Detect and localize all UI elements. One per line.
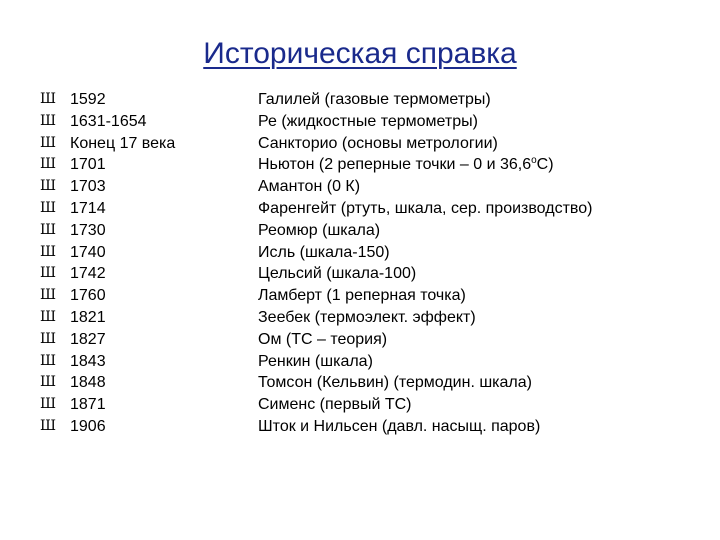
- bullet-icon: Ш: [40, 417, 56, 434]
- list-item-event: Ренкин (шкала): [258, 352, 373, 370]
- bullet-icon: Ш: [40, 374, 56, 391]
- bullet-icon: Ш: [40, 287, 56, 304]
- list-item: [0, 307, 720, 329]
- list-item-event: Шток и Нильсен (давл. насыщ. паров): [258, 417, 541, 435]
- list-item-date: 1827: [70, 330, 106, 348]
- list-item-date: 1871: [70, 396, 106, 414]
- bullet-icon: Ш: [40, 308, 56, 325]
- list-item-event: Ре (жидкостные термометры): [258, 112, 478, 130]
- list-item-event: Цельсий (шкала-100): [258, 265, 417, 283]
- list-item: [0, 416, 720, 438]
- list-item: [0, 242, 720, 264]
- page-title: Историческая справка: [203, 37, 517, 70]
- list-item-date: Конец 17 века: [70, 134, 176, 152]
- list-item-date: 1742: [70, 265, 106, 283]
- event-text-main: Ньютон (2 реперные точки – 0 и 36,6: [258, 156, 532, 174]
- list-item: [0, 111, 720, 133]
- list-item-date: 1848: [70, 374, 106, 392]
- list-item: [0, 133, 720, 155]
- list-item-date: 1714: [70, 199, 106, 217]
- list-item: [0, 351, 720, 373]
- list-item-date: 1730: [70, 221, 106, 239]
- bullet-icon: Ш: [40, 178, 56, 195]
- list-item-date: 1631-1654: [70, 112, 147, 130]
- bullet-icon: Ш: [40, 199, 56, 216]
- bullet-icon: Ш: [40, 243, 56, 260]
- list-item: [0, 372, 720, 394]
- list-item-date: 1740: [70, 243, 106, 261]
- list-item-event: Ламберт (1 реперная точка): [258, 287, 466, 305]
- bullet-icon: Ш: [40, 112, 56, 129]
- list-item: [0, 329, 720, 351]
- list-item-event: Томсон (Кельвин) (термодин. шкала): [258, 374, 532, 392]
- list-item: [0, 154, 720, 176]
- list-item-event: Санкторио (основы метрологии): [258, 134, 498, 152]
- bullet-icon: Ш: [40, 265, 56, 282]
- list-item-event: Сименс (первый ТС): [258, 396, 412, 414]
- list-item-event: Фаренгейт (ртуть, шкала, сер. производство): [258, 199, 593, 217]
- bullet-icon: Ш: [40, 221, 56, 238]
- bullet-icon: Ш: [40, 352, 56, 369]
- list-item-event: Зеебек (термоэлект. эффект): [258, 308, 476, 326]
- list-item-date: 1703: [70, 178, 106, 196]
- list-item: [0, 394, 720, 416]
- list-item-date: 1592: [70, 91, 106, 108]
- list-item: [0, 285, 720, 307]
- list-item-date: 1821: [70, 308, 106, 326]
- bullet-icon: Ш: [40, 396, 56, 413]
- list-item-date: 1906: [70, 417, 106, 435]
- list-item-event: [258, 154, 554, 176]
- bullet-icon: Ш: [40, 330, 56, 347]
- list-item-event: Ом (ТС – теория): [258, 330, 388, 348]
- degree-superscript: о: [531, 155, 537, 167]
- list-item: [0, 89, 720, 111]
- list-item-date: 1843: [70, 352, 106, 370]
- list-item: [0, 198, 720, 220]
- bullet-icon: Ш: [40, 156, 56, 173]
- bullet-icon: Ш: [40, 134, 56, 151]
- list-item-event: Реомюр (шкала): [258, 221, 381, 239]
- list-item: [0, 220, 720, 242]
- list-item-date: 1760: [70, 287, 106, 305]
- list-item-event: Исль (шкала-150): [258, 243, 390, 261]
- event-text-end: С): [536, 156, 554, 174]
- list-item: [0, 176, 720, 198]
- bullet-icon: Ш: [40, 91, 56, 107]
- list-item-event: Амантон (0 К): [258, 178, 361, 196]
- list-item-date: 1701: [70, 156, 106, 174]
- list-item: [0, 263, 720, 285]
- history-list: [0, 89, 720, 438]
- list-item-event: Галилей (газовые термометры): [258, 91, 491, 108]
